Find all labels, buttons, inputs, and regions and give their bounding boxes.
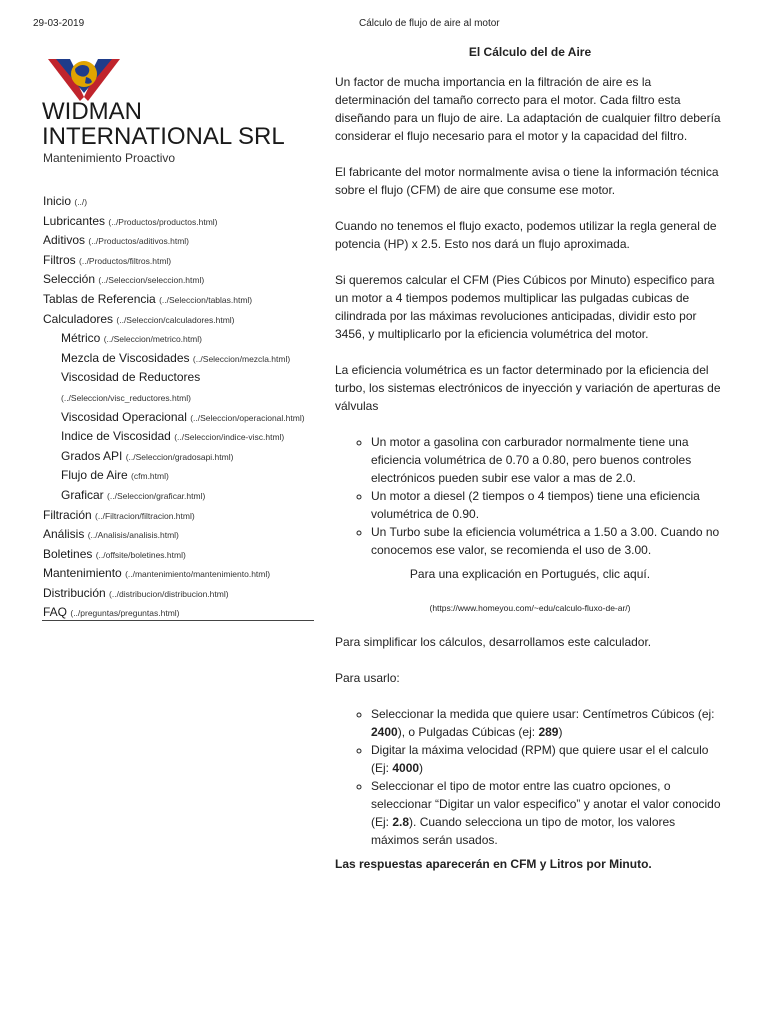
- nav-item-url[interactable]: (../Seleccion/tablas.html): [159, 294, 253, 305]
- paragraph-manufacturer: El fabricante del motor normalmente avisa o tiene la información técnica sobre el flujo (CFM) de aire que consume ese motor.: [335, 165, 719, 197]
- nav-item[interactable]: [43, 310, 333, 330]
- nav-item-url[interactable]: (../Seleccion/calculadores.html): [116, 314, 235, 325]
- nav-item-url[interactable]: (../Seleccion/indice-visc.html): [174, 432, 285, 443]
- nav-item-url[interactable]: (../Seleccion/mezcla.html): [192, 353, 291, 364]
- nav-item-url[interactable]: (../Productos/filtros.html): [79, 255, 172, 266]
- nav-item-label[interactable]: Graficar: [61, 487, 104, 502]
- nav-item[interactable]: [43, 368, 333, 388]
- print-date: 29-03-2019: [33, 18, 85, 29]
- site-navigation: [43, 192, 333, 623]
- nav-item-url[interactable]: (../Analisis/analisis.html): [87, 530, 179, 541]
- nav-item[interactable]: [43, 427, 333, 447]
- nav-item[interactable]: [43, 506, 333, 526]
- efficiency-list: [335, 433, 725, 559]
- nav-item[interactable]: [43, 290, 333, 310]
- nav-item-label[interactable]: Mantenimiento: [43, 566, 122, 581]
- nav-item-label[interactable]: Boletines: [43, 546, 93, 561]
- company-name: WIDMAN INTERNATIONAL SRL: [42, 98, 285, 150]
- nav-item[interactable]: [43, 270, 333, 290]
- main-content: [335, 44, 725, 891]
- nav-item-url[interactable]: (../Productos/productos.html): [108, 216, 218, 227]
- list-item: ◦ Seleccionar el tipo de motor entre las cuatro opciones, o seleccionar “Digitar un valor especifico” y anotar el valor conocido (Ej: 2.8). Cuando selecciona un tipo de motor, los valores máximos serán usados.: [371, 777, 725, 849]
- nav-item-label[interactable]: Viscosidad de Reductores: [61, 370, 201, 385]
- nav-item-label[interactable]: Selección: [43, 272, 96, 287]
- nav-item-url[interactable]: (../Productos/aditivos.html): [88, 236, 189, 247]
- nav-item-url[interactable]: (../distribucion/distribucion.html): [109, 588, 229, 599]
- list-item: ◦ Seleccionar la medida que quiere usar: Centímetros Cúbicos (ej: 2400), o Pulgadas Cúbicas (ej: 289): [371, 705, 725, 741]
- nav-item-label[interactable]: Inicio: [43, 194, 72, 208]
- nav-item-label[interactable]: Distribución: [43, 585, 106, 600]
- nav-item-url[interactable]: (../preguntas/preguntas.html): [70, 608, 180, 619]
- nav-item-url[interactable]: (../Filtracion/filtracion.html): [95, 510, 195, 521]
- nav-item-label[interactable]: Métrico: [61, 331, 101, 346]
- nav-item-label[interactable]: Grados API: [61, 448, 123, 463]
- nav-item-label[interactable]: Viscosidad Operacional: [61, 409, 187, 424]
- nav-item[interactable]: [43, 231, 333, 251]
- nav-item[interactable]: [43, 447, 333, 467]
- paragraph-efficiency: La eficiencia volumétrica es un factor determinado por la eficiencia del turbo, los sistemas electrónicos de inyección y variación de aperturas de válvulas: [335, 363, 721, 413]
- list-item: ◦ Un motor a gasolina con carburador normalmente tiene una eficiencia volumétrica de 0.70 a 0.80, pero buenos controles electrónicos pueden subir ese valor a mas de 2.0.: [371, 433, 725, 487]
- nav-item-url[interactable]: (../Seleccion/visc_reductores.html): [61, 392, 191, 403]
- company-tagline: Mantenimiento Proactivo: [43, 151, 176, 165]
- nav-item-url[interactable]: (../Seleccion/graficar.html): [107, 490, 206, 501]
- results-note: Las respuestas aparecerán en CFM y Litros por Minuto.: [335, 857, 652, 871]
- print-title: Cálculo de flujo de aire al motor: [359, 18, 500, 29]
- nav-item-url[interactable]: (../Seleccion/gradosapi.html): [125, 451, 234, 462]
- nav-item-url[interactable]: (../Seleccion/metrico.html): [103, 334, 202, 345]
- nav-item[interactable]: [43, 212, 333, 232]
- nav-item[interactable]: [43, 525, 333, 545]
- nav-item-url[interactable]: (../offsite/boletines.html): [95, 549, 186, 560]
- nav-item-label[interactable]: FAQ: [43, 605, 68, 620]
- nav-item[interactable]: [43, 584, 333, 604]
- list-item: ◦ Digitar la máxima velocidad (RPM) que quiere usar el el calculo (Ej: 4000): [371, 741, 725, 777]
- nav-item[interactable]: [43, 329, 333, 349]
- paragraph-rule: Cuando no tenemos el flujo exacto, podemos utilizar la regla general de potencia (HP) x 2.5. Esto nos dará un flujo aproximada.: [335, 219, 717, 251]
- nav-item-label[interactable]: Filtración: [43, 507, 92, 522]
- nav-divider: [42, 620, 314, 621]
- list-item: ◦ Un motor a diesel (2 tiempos o 4 tiempos) tiene una eficiencia volumétrica de 0.90.: [371, 487, 725, 523]
- nav-item[interactable]: [43, 349, 333, 369]
- nav-item-label[interactable]: Indice de Viscosidad: [61, 429, 171, 444]
- paragraph-cfm-formula: Si queremos calcular el CFM (Pies Cúbicos por Minuto) especifico para un motor a 4 tiempos podemos multiplicar las pulgadas cubicas de cilindrada por las máximas revoluciones anticipadas, dividir esto por 3456, y multiplicarlo por la eficiencia volumétrica del motor.: [335, 273, 715, 341]
- paragraph-usage: Para usarlo:: [335, 671, 400, 685]
- nav-item[interactable]: [43, 251, 333, 271]
- nav-item[interactable]: [43, 466, 333, 486]
- widman-logo-icon[interactable]: [46, 57, 122, 103]
- usage-list: [335, 705, 725, 849]
- nav-item[interactable]: [43, 192, 333, 212]
- nav-item-url[interactable]: (../): [74, 197, 88, 207]
- nav-item[interactable]: [43, 486, 333, 506]
- nav-item-url[interactable]: (cfm.html): [131, 471, 169, 482]
- nav-item-label[interactable]: Filtros: [43, 252, 76, 267]
- portuguese-url[interactable]: (https://www.homeyou.com/~edu/calculo-fluxo-de-ar/): [429, 603, 631, 613]
- nav-item-label[interactable]: Flujo de Aire: [61, 468, 128, 483]
- page-heading: El Cálculo del de Aire: [468, 45, 592, 59]
- nav-item-url[interactable]: (../Seleccion/seleccion.html): [98, 275, 205, 286]
- nav-item-label[interactable]: Análisis: [43, 527, 85, 542]
- nav-item-label[interactable]: Tablas de Referencia: [43, 291, 156, 306]
- nav-item-url[interactable]: (../Seleccion/operacional.html): [190, 412, 305, 423]
- nav-item-label[interactable]: Aditivos: [43, 233, 86, 248]
- nav-item-url[interactable]: (../mantenimiento/mantenimiento.html): [125, 569, 271, 580]
- paragraph-intro: Un factor de mucha importancia en la filtración de aire es la determinación del tamaño correcto para el motor. Cada filtro esta diseñando para un flujo de aire. La adaptación de cualquier filtro debería considerar el flujo necesario para el motor y la capacidad del filtro.: [335, 75, 721, 143]
- nav-item[interactable]: [43, 545, 333, 565]
- nav-item-label[interactable]: Mezcla de Viscosidades: [61, 350, 190, 365]
- nav-item-label[interactable]: Calculadores: [43, 311, 114, 326]
- nav-item[interactable]: [43, 408, 333, 428]
- nav-item[interactable]: [43, 564, 333, 584]
- nav-item[interactable]: [43, 388, 333, 408]
- nav-item-label[interactable]: Lubricantes: [43, 213, 106, 228]
- list-item: ◦ Un Turbo sube la eficiencia volumétrica a 1.50 a 3.00. Cuando no conocemos ese valor, se recomienda el uso de 3.00.: [371, 523, 725, 559]
- paragraph-simplify: Para simplificar los cálculos, desarrollamos este calculador.: [335, 635, 652, 649]
- portuguese-link[interactable]: Para una explicación en Portugués, clic aquí.: [409, 567, 651, 581]
